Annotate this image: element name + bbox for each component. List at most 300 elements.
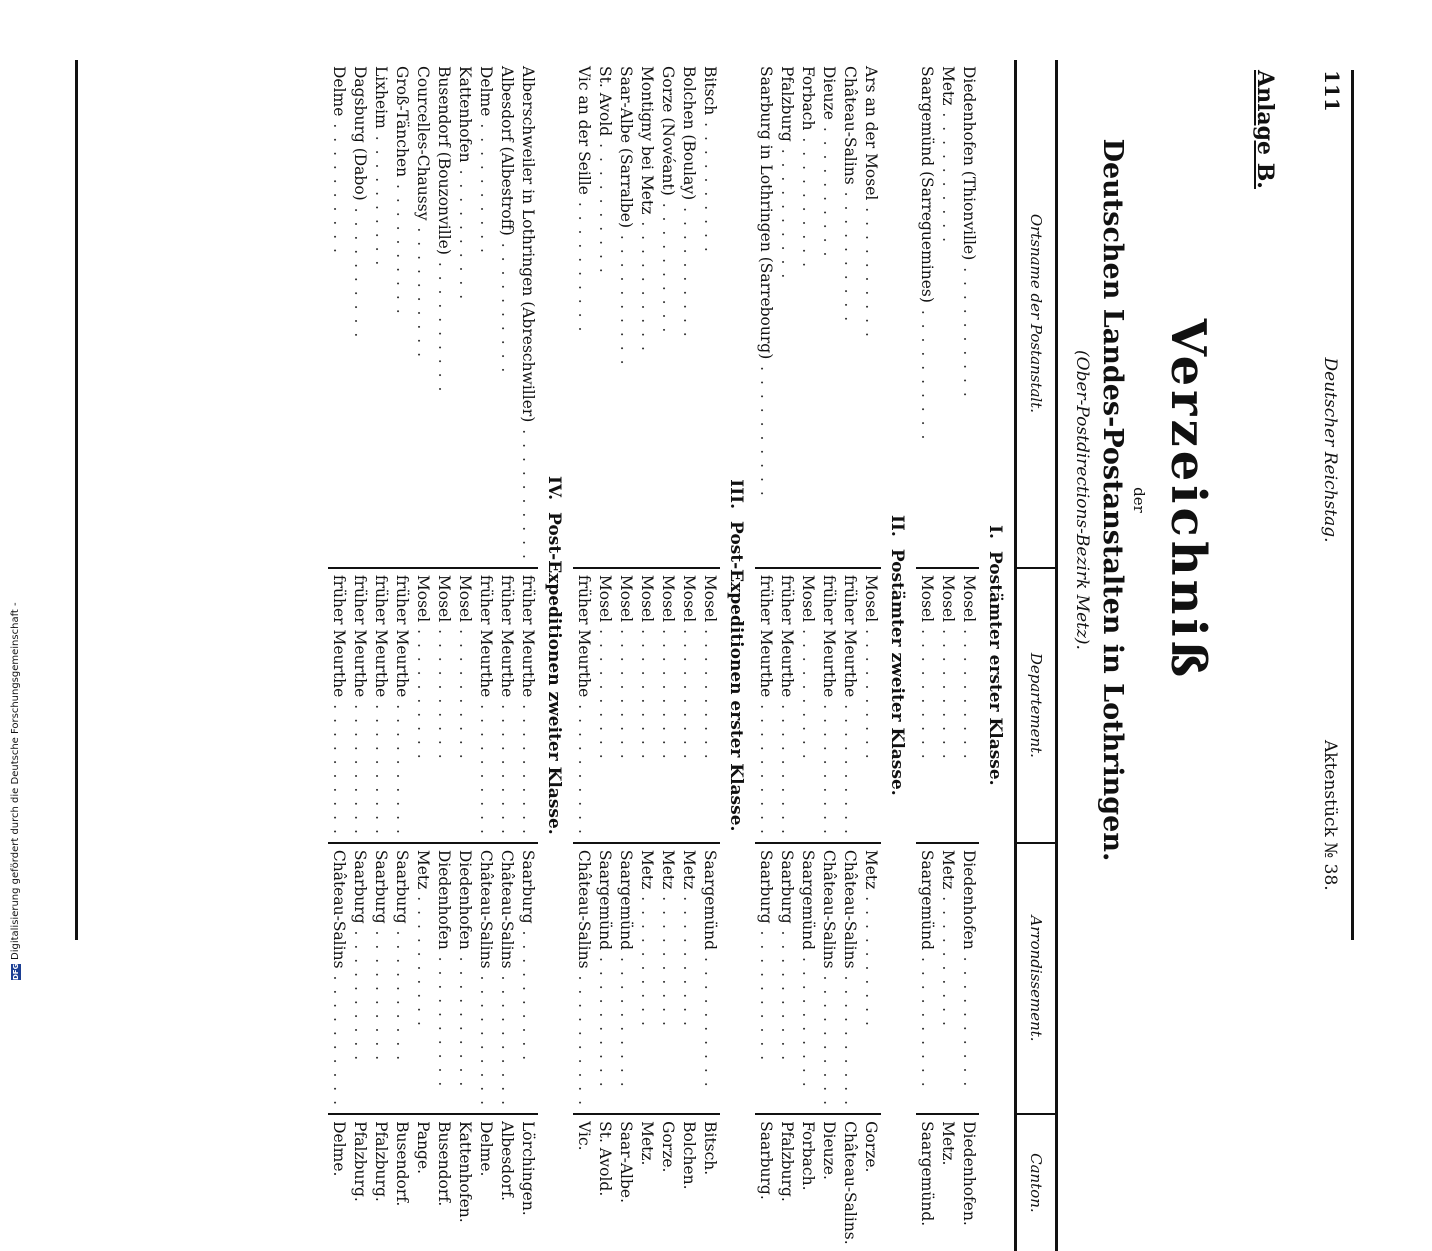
cell-text: Mosel <box>638 574 656 623</box>
leader-dots: . . . . . . . . . . <box>757 923 775 1063</box>
table-row <box>916 60 937 1251</box>
arrondissement-cell <box>636 843 657 1114</box>
cell-text: Lixheim <box>372 66 390 129</box>
leader-dots: . . . . . . . . . . <box>862 889 880 1028</box>
arrondissement-cell <box>433 843 454 1114</box>
canton-cell <box>958 1114 979 1251</box>
leader-dots: . . . . . . . . . . <box>372 923 390 1063</box>
document-reference: Aktenstück № 38. <box>1320 740 1340 891</box>
running-header <box>1320 70 1344 940</box>
cell-text: Busendorf. <box>435 1121 453 1207</box>
cell-text: Courcelles-Chaussy <box>414 66 432 221</box>
place-name-cell <box>475 60 496 568</box>
place-name-cell <box>916 60 937 568</box>
cell-text: Metz <box>680 849 698 890</box>
cell-text: Château-Salins <box>841 849 859 969</box>
leader-dots: . . . . . . . . . . <box>456 622 474 761</box>
departement-cell <box>475 568 496 843</box>
cell-text: Gorze. <box>659 1121 677 1173</box>
cell-text: Saarburg <box>778 849 796 924</box>
leader-dots: . . . . . . . . . . <box>918 622 936 761</box>
column-header: Arrondissement. <box>1016 843 1057 1114</box>
leader-dots: . . . . . . . . . . <box>596 950 614 1089</box>
arrondissement-cell <box>517 843 538 1114</box>
table-row <box>594 60 615 1251</box>
leader-dots: . . . . . . . . . . <box>498 968 516 1108</box>
table-row <box>433 60 454 1251</box>
leader-dots: . . . . . . . . . . <box>778 697 796 836</box>
canton-cell <box>636 1114 657 1251</box>
cell-text: Château-Salins. <box>841 1121 859 1245</box>
canton-cell <box>615 1114 636 1251</box>
cell-text: Saarburg in Lothringen (Sarrebourg) <box>757 66 775 360</box>
cell-text: Saargemünd <box>918 849 936 951</box>
cell-text: Lörchingen. <box>519 1121 537 1216</box>
cell-text: früher Meurthe <box>477 574 495 698</box>
section-heading-row <box>979 60 1016 1251</box>
arrondissement-cell <box>454 843 475 1114</box>
title-connector: der <box>1130 487 1148 513</box>
departement-cell <box>699 568 720 843</box>
place-name-cell <box>573 60 594 568</box>
cell-text: Château-Salins <box>330 849 348 969</box>
cell-text: Albesdorf (Albestroff) <box>498 66 516 236</box>
document-subtitle: Deutschen Landes-Postanstalten in Lothringen. <box>1097 138 1128 862</box>
cell-text: Vic. <box>575 1121 593 1151</box>
place-name-cell <box>328 60 349 568</box>
cell-text: Saargemünd <box>799 849 817 951</box>
canton-cell <box>776 1114 797 1251</box>
leader-dots: . . . . . . . . . . <box>393 697 411 836</box>
canton-cell <box>916 1114 937 1251</box>
cell-text: Diedenhofen. <box>960 1121 978 1226</box>
cell-text: Diedenhofen <box>456 849 474 950</box>
cell-text: Metz <box>414 849 432 890</box>
cell-text: Pange. <box>414 1121 432 1175</box>
departement-cell <box>636 568 657 843</box>
cell-text: Saargemünd. <box>918 1121 936 1227</box>
arrondissement-cell <box>958 843 979 1114</box>
leader-dots: . . . . . . . . . . <box>414 889 432 1028</box>
leader-dots: . . . . . . . . . . <box>638 622 656 761</box>
table-row <box>818 60 839 1251</box>
cell-text: Bitsch <box>701 66 719 116</box>
section-heading <box>881 60 916 1251</box>
postal-table <box>328 60 1058 1251</box>
section-heading-row <box>720 60 755 1251</box>
dfg-logo-icon: DFG <box>11 963 20 980</box>
leader-dots: . . . . . . . . . . <box>701 115 719 254</box>
table-row <box>475 60 496 1251</box>
arrondissement-cell <box>370 843 391 1114</box>
table-row <box>755 60 776 1251</box>
cell-text: Bolchen (Boulay) <box>680 66 698 201</box>
section-number: II. <box>887 514 907 537</box>
leader-dots: . . . . . . . . . . <box>862 200 880 339</box>
table-bottom-rule <box>75 60 78 940</box>
arrondissement-cell <box>573 843 594 1114</box>
leader-dots: . . . . . . . . . . <box>596 622 614 761</box>
section-title: Postämter zweiter Klasse. <box>887 548 907 796</box>
cell-text: Gorze (Novéant) <box>659 66 677 196</box>
leader-dots: . . . . . . . . . . <box>477 697 495 836</box>
departement-cell <box>349 568 370 843</box>
table-row <box>958 60 979 1251</box>
leader-dots: . . . . . . . . . . <box>330 968 348 1108</box>
cell-text: Ars an der Mosel <box>862 66 880 201</box>
arrondissement-cell <box>755 843 776 1114</box>
cell-text: Saar-Albe. <box>617 1121 635 1204</box>
leader-dots: . . . . . . . . . . <box>701 622 719 761</box>
leader-dots: . . . . . . . . . . <box>820 119 838 259</box>
document-page <box>66 30 1366 1245</box>
digitization-credit <box>10 602 21 980</box>
leader-dots: . . . . . . . . . . <box>799 622 817 761</box>
cell-text: Vic an der Seille <box>575 66 593 195</box>
cell-text: früher Meurthe <box>820 574 838 698</box>
arrondissement-cell <box>839 843 860 1114</box>
leader-dots: . . . . . . . . . . <box>330 116 348 255</box>
leader-dots: . . . . . . . . . . <box>939 622 957 761</box>
table-row <box>615 60 636 1251</box>
cell-text: Alberschweiler in Lothringen (Abreschwiller) <box>519 66 537 423</box>
table-row <box>391 60 412 1251</box>
departement-cell <box>496 568 517 843</box>
table-row <box>517 60 538 1251</box>
cell-text: Saar-Albe (Sarralbe) <box>617 66 635 228</box>
leader-dots: . . . . . . . . . . <box>456 949 474 1089</box>
cell-text: Saarburg. <box>757 1121 775 1200</box>
cell-text: Metz. <box>939 1121 957 1166</box>
cell-text: Gorze. <box>862 1121 880 1173</box>
departement-cell <box>412 568 433 843</box>
leader-dots: . . . . . . . . . . <box>372 697 390 836</box>
cell-text: Pfalzburg. <box>351 1121 369 1202</box>
cell-text: früher Meurthe <box>575 574 593 698</box>
leader-dots: . . . . . . . . . . <box>841 968 859 1108</box>
departement-cell <box>370 568 391 843</box>
cell-text: Saarburg <box>372 849 390 924</box>
departement-cell <box>594 568 615 843</box>
cell-text: Pfalzburg <box>778 66 796 142</box>
document-title: Verzeichniß <box>1160 318 1216 682</box>
arrondissement-cell <box>678 843 699 1114</box>
cell-text: Saarburg <box>519 849 537 924</box>
leader-dots: . . . . . . . . . . <box>939 889 957 1028</box>
leader-dots: . . . . . . . . . . <box>701 950 719 1089</box>
place-name-cell <box>496 60 517 568</box>
section-title: Post-Expeditionen erster Klasse. <box>726 521 746 832</box>
cell-text: Metz <box>939 66 957 106</box>
cell-text: früher Meurthe <box>393 574 411 698</box>
leader-dots: . . . . . . . . . . <box>372 128 390 268</box>
departement-cell <box>517 568 538 843</box>
cell-text: Metz <box>659 849 677 890</box>
table-row <box>657 60 678 1251</box>
departement-cell <box>573 568 594 843</box>
canton-cell <box>594 1114 615 1251</box>
canton-cell <box>412 1114 433 1251</box>
leader-dots: . . . . . . . . . . <box>757 359 775 498</box>
cell-text: Mosel <box>414 574 432 623</box>
canton-cell <box>678 1114 699 1251</box>
place-name-cell <box>454 60 475 568</box>
cell-text: Metz <box>939 849 957 890</box>
place-name-cell <box>678 60 699 568</box>
arrondissement-cell <box>860 843 881 1114</box>
arrondissement-cell <box>391 843 412 1114</box>
leader-dots: . . . . . . . . . . <box>841 697 859 836</box>
cell-text: Metz <box>862 849 880 890</box>
table-body <box>328 60 1016 1251</box>
departement-cell <box>958 568 979 843</box>
table-row <box>860 60 881 1251</box>
canton-cell <box>573 1114 594 1251</box>
table-row <box>328 60 349 1251</box>
section-title: Postämter erster Klasse. <box>985 550 1005 786</box>
cell-text: Busendorf. <box>393 1121 411 1207</box>
canton-cell <box>657 1114 678 1251</box>
cell-text: Mosel <box>918 574 936 623</box>
cell-text: Diedenhofen (Thionville) <box>960 66 978 261</box>
cell-text: Metz <box>638 849 656 890</box>
section-title: Post-Expeditionen zweiter Klasse. <box>544 512 564 835</box>
arrondissement-cell <box>776 843 797 1114</box>
table-row <box>699 60 720 1251</box>
cell-text: früher Meurthe <box>330 574 348 698</box>
leader-dots: . . . . . . . . . . <box>659 622 677 761</box>
section-number: III. <box>726 479 746 510</box>
canton-cell <box>328 1114 349 1251</box>
place-name-cell <box>615 60 636 568</box>
cell-text: Diedenhofen <box>960 849 978 950</box>
place-name-cell <box>433 60 454 568</box>
cell-text: Delme. <box>477 1121 495 1177</box>
leader-dots: . . . . . . . . . . <box>617 950 635 1089</box>
place-name-cell <box>699 60 720 568</box>
departement-cell <box>657 568 678 843</box>
table-row <box>678 60 699 1251</box>
canton-cell <box>755 1114 776 1251</box>
canton-cell <box>496 1114 517 1251</box>
departement-cell <box>391 568 412 843</box>
place-name-cell <box>860 60 881 568</box>
cell-text: Château-Salins <box>841 66 859 185</box>
cell-text: Delme. <box>330 1121 348 1177</box>
place-name-cell <box>797 60 818 568</box>
leader-dots: . . . . . . . . . . <box>680 200 698 339</box>
table-row <box>797 60 818 1251</box>
place-name-cell <box>594 60 615 568</box>
section-number: IV. <box>544 475 564 501</box>
canton-cell <box>797 1114 818 1251</box>
leader-dots: . . . . . . . . . . <box>799 950 817 1089</box>
leader-dots: . . . . . . . . . . <box>918 302 936 442</box>
cell-text: früher Meurthe <box>498 574 516 698</box>
canton-cell <box>433 1114 454 1251</box>
cell-text: St. Avold. <box>596 1121 614 1197</box>
cell-text: früher Meurthe <box>372 574 390 698</box>
column-header: Departement. <box>1016 568 1057 843</box>
arrondissement-cell <box>615 843 636 1114</box>
annex-label: Anlage B. <box>1252 70 1278 189</box>
arrondissement-cell <box>916 843 937 1114</box>
cell-text: Albesdorf. <box>498 1121 516 1202</box>
cell-text: Dagsburg (Dabo) <box>351 66 369 201</box>
cell-text: Saarburg <box>757 849 775 924</box>
leader-dots: . . . . . . . . . . <box>960 949 978 1089</box>
arrondissement-cell <box>594 843 615 1114</box>
arrondissement-cell <box>475 843 496 1114</box>
table-row <box>496 60 517 1251</box>
arrondissement-cell <box>349 843 370 1114</box>
section-heading <box>979 60 1016 1251</box>
cell-text: Saarburg <box>351 849 369 924</box>
place-name-cell <box>391 60 412 568</box>
table-row <box>412 60 433 1251</box>
cell-text: Mosel <box>435 574 453 623</box>
cell-text: Bitsch. <box>701 1121 719 1176</box>
leader-dots: . . . . . . . . . . <box>575 697 593 836</box>
departement-cell <box>615 568 636 843</box>
leader-dots: . . . . . . . . . . <box>939 105 957 244</box>
canton-cell <box>475 1114 496 1251</box>
leader-dots: . . . . . . . . . . <box>330 697 348 836</box>
cell-text: Groß-Tänchen <box>393 66 411 178</box>
cell-text: Saargemünd (Sarreguemines) <box>918 66 936 303</box>
table-row <box>573 60 594 1251</box>
arrondissement-cell <box>328 843 349 1114</box>
departement-cell <box>797 568 818 843</box>
cell-text: Dieuze. <box>820 1121 838 1180</box>
canton-cell <box>839 1114 860 1251</box>
leader-dots: . . . . . . . . . . <box>435 622 453 761</box>
cell-text: Saargemünd <box>617 849 635 951</box>
cell-text: früher Meurthe <box>841 574 859 698</box>
cell-text: Forbach <box>799 66 817 131</box>
cell-text: Mosel <box>799 574 817 623</box>
cell-text: Pfalzburg. <box>372 1121 390 1202</box>
cell-text: Kattenhofen. <box>456 1121 474 1223</box>
cell-text: Pfalzburg. <box>778 1121 796 1202</box>
cell-text: Saargemünd <box>596 849 614 951</box>
arrondissement-cell <box>818 843 839 1114</box>
place-name-cell <box>776 60 797 568</box>
leader-dots: . . . . . . . . . . <box>960 260 978 399</box>
place-name-cell <box>370 60 391 568</box>
leader-dots: . . . . . . . . . . <box>456 162 474 302</box>
leader-dots: . . . . . . . . . . <box>638 214 656 353</box>
table-header <box>1016 60 1057 1251</box>
canton-cell <box>391 1114 412 1251</box>
section-heading-row <box>881 60 916 1251</box>
departement-cell <box>328 568 349 843</box>
cell-text: Mosel <box>680 574 698 623</box>
table-row <box>454 60 475 1251</box>
leader-dots: . . . . . . . . . . <box>477 116 495 255</box>
table-row <box>349 60 370 1251</box>
column-header: Canton. <box>1016 1114 1057 1251</box>
cell-text: Château-Salins <box>498 849 516 969</box>
leader-dots: . . . . . . . . . . <box>435 949 453 1089</box>
section-number: I. <box>985 525 1005 539</box>
canton-cell <box>349 1114 370 1251</box>
departement-cell <box>937 568 958 843</box>
running-title: Deutscher Reichstag. <box>1320 357 1340 543</box>
place-name-cell <box>636 60 657 568</box>
table-row <box>370 60 391 1251</box>
leader-dots: . . . . . . . . . . <box>617 228 635 367</box>
leader-dots: . . . . . . . . . . <box>659 195 677 335</box>
leader-dots: . . . . . . . . . . <box>351 697 369 836</box>
arrondissement-cell <box>496 843 517 1114</box>
cell-text: Mosel <box>701 574 719 623</box>
header-rule <box>1351 70 1354 940</box>
section-heading <box>538 60 573 1251</box>
section-heading-row <box>538 60 573 1251</box>
canton-cell <box>454 1114 475 1251</box>
leader-dots: . . . . . . . . . . <box>414 622 432 761</box>
leader-dots: . . . . . . . . . . <box>393 177 411 316</box>
cell-text: Diedenhofen <box>435 849 453 950</box>
leader-dots: . . . . . . . . . . <box>778 923 796 1063</box>
leader-dots: . . . . . . . . . . <box>351 200 369 340</box>
cell-text: Metz. <box>638 1121 656 1166</box>
leader-dots: . . . . . . . . . . <box>575 194 593 334</box>
table-row <box>839 60 860 1251</box>
leader-dots: . . . . . . . . . . <box>638 889 656 1028</box>
column-header: Ortsname der Postanstalt. <box>1016 60 1057 568</box>
place-name-cell <box>755 60 776 568</box>
leader-dots: . . . . . . . . . . <box>841 184 859 324</box>
cell-text: Château-Salins <box>477 849 495 969</box>
leader-dots: . . . . . . . . . . <box>435 254 453 394</box>
departement-cell <box>776 568 797 843</box>
leader-dots: . . . . . . . . . . <box>757 697 775 836</box>
canton-cell <box>937 1114 958 1251</box>
cell-text: Saargemünd <box>701 849 719 951</box>
departement-cell <box>839 568 860 843</box>
credit-text: Digitalisierung gefördert durch die Deutsche Forschungsgemeinschaft - <box>10 602 21 960</box>
cell-text: Bolchen. <box>680 1121 698 1190</box>
cell-text: Saarburg <box>393 849 411 924</box>
cell-text: Château-Salins <box>820 849 838 969</box>
leader-dots: . . . . . . . . . . <box>820 697 838 836</box>
cell-text: Delme <box>477 66 495 117</box>
leader-dots: . . . . . . . . . . <box>918 950 936 1089</box>
leader-dots: . . . . . . . . . . <box>351 923 369 1063</box>
departement-cell <box>818 568 839 843</box>
canton-cell <box>860 1114 881 1251</box>
table-row <box>937 60 958 1251</box>
leader-dots: . . . . . . . . . . <box>960 622 978 761</box>
canton-cell <box>818 1114 839 1251</box>
place-name-cell <box>937 60 958 568</box>
arrondissement-cell <box>699 843 720 1114</box>
leader-dots: . . . . . . . . . . <box>414 220 432 359</box>
leader-dots: . . . . . . . . . . <box>799 130 817 270</box>
cell-text: Mosel <box>960 574 978 623</box>
page-number: 111 <box>1320 70 1344 112</box>
leader-dots: . . . . . . . . . . <box>659 889 677 1028</box>
departement-cell <box>454 568 475 843</box>
document-subsubtitle: (Ober-Postdirections-Bezirk Metz). <box>1072 350 1092 650</box>
leader-dots: . . . . . . . . . . <box>498 697 516 836</box>
leader-dots: . . . . . . . . . . <box>498 235 516 375</box>
section-heading <box>720 60 755 1251</box>
cell-text: Mosel <box>939 574 957 623</box>
leader-dots: . . . . . . . . . . <box>519 697 537 836</box>
